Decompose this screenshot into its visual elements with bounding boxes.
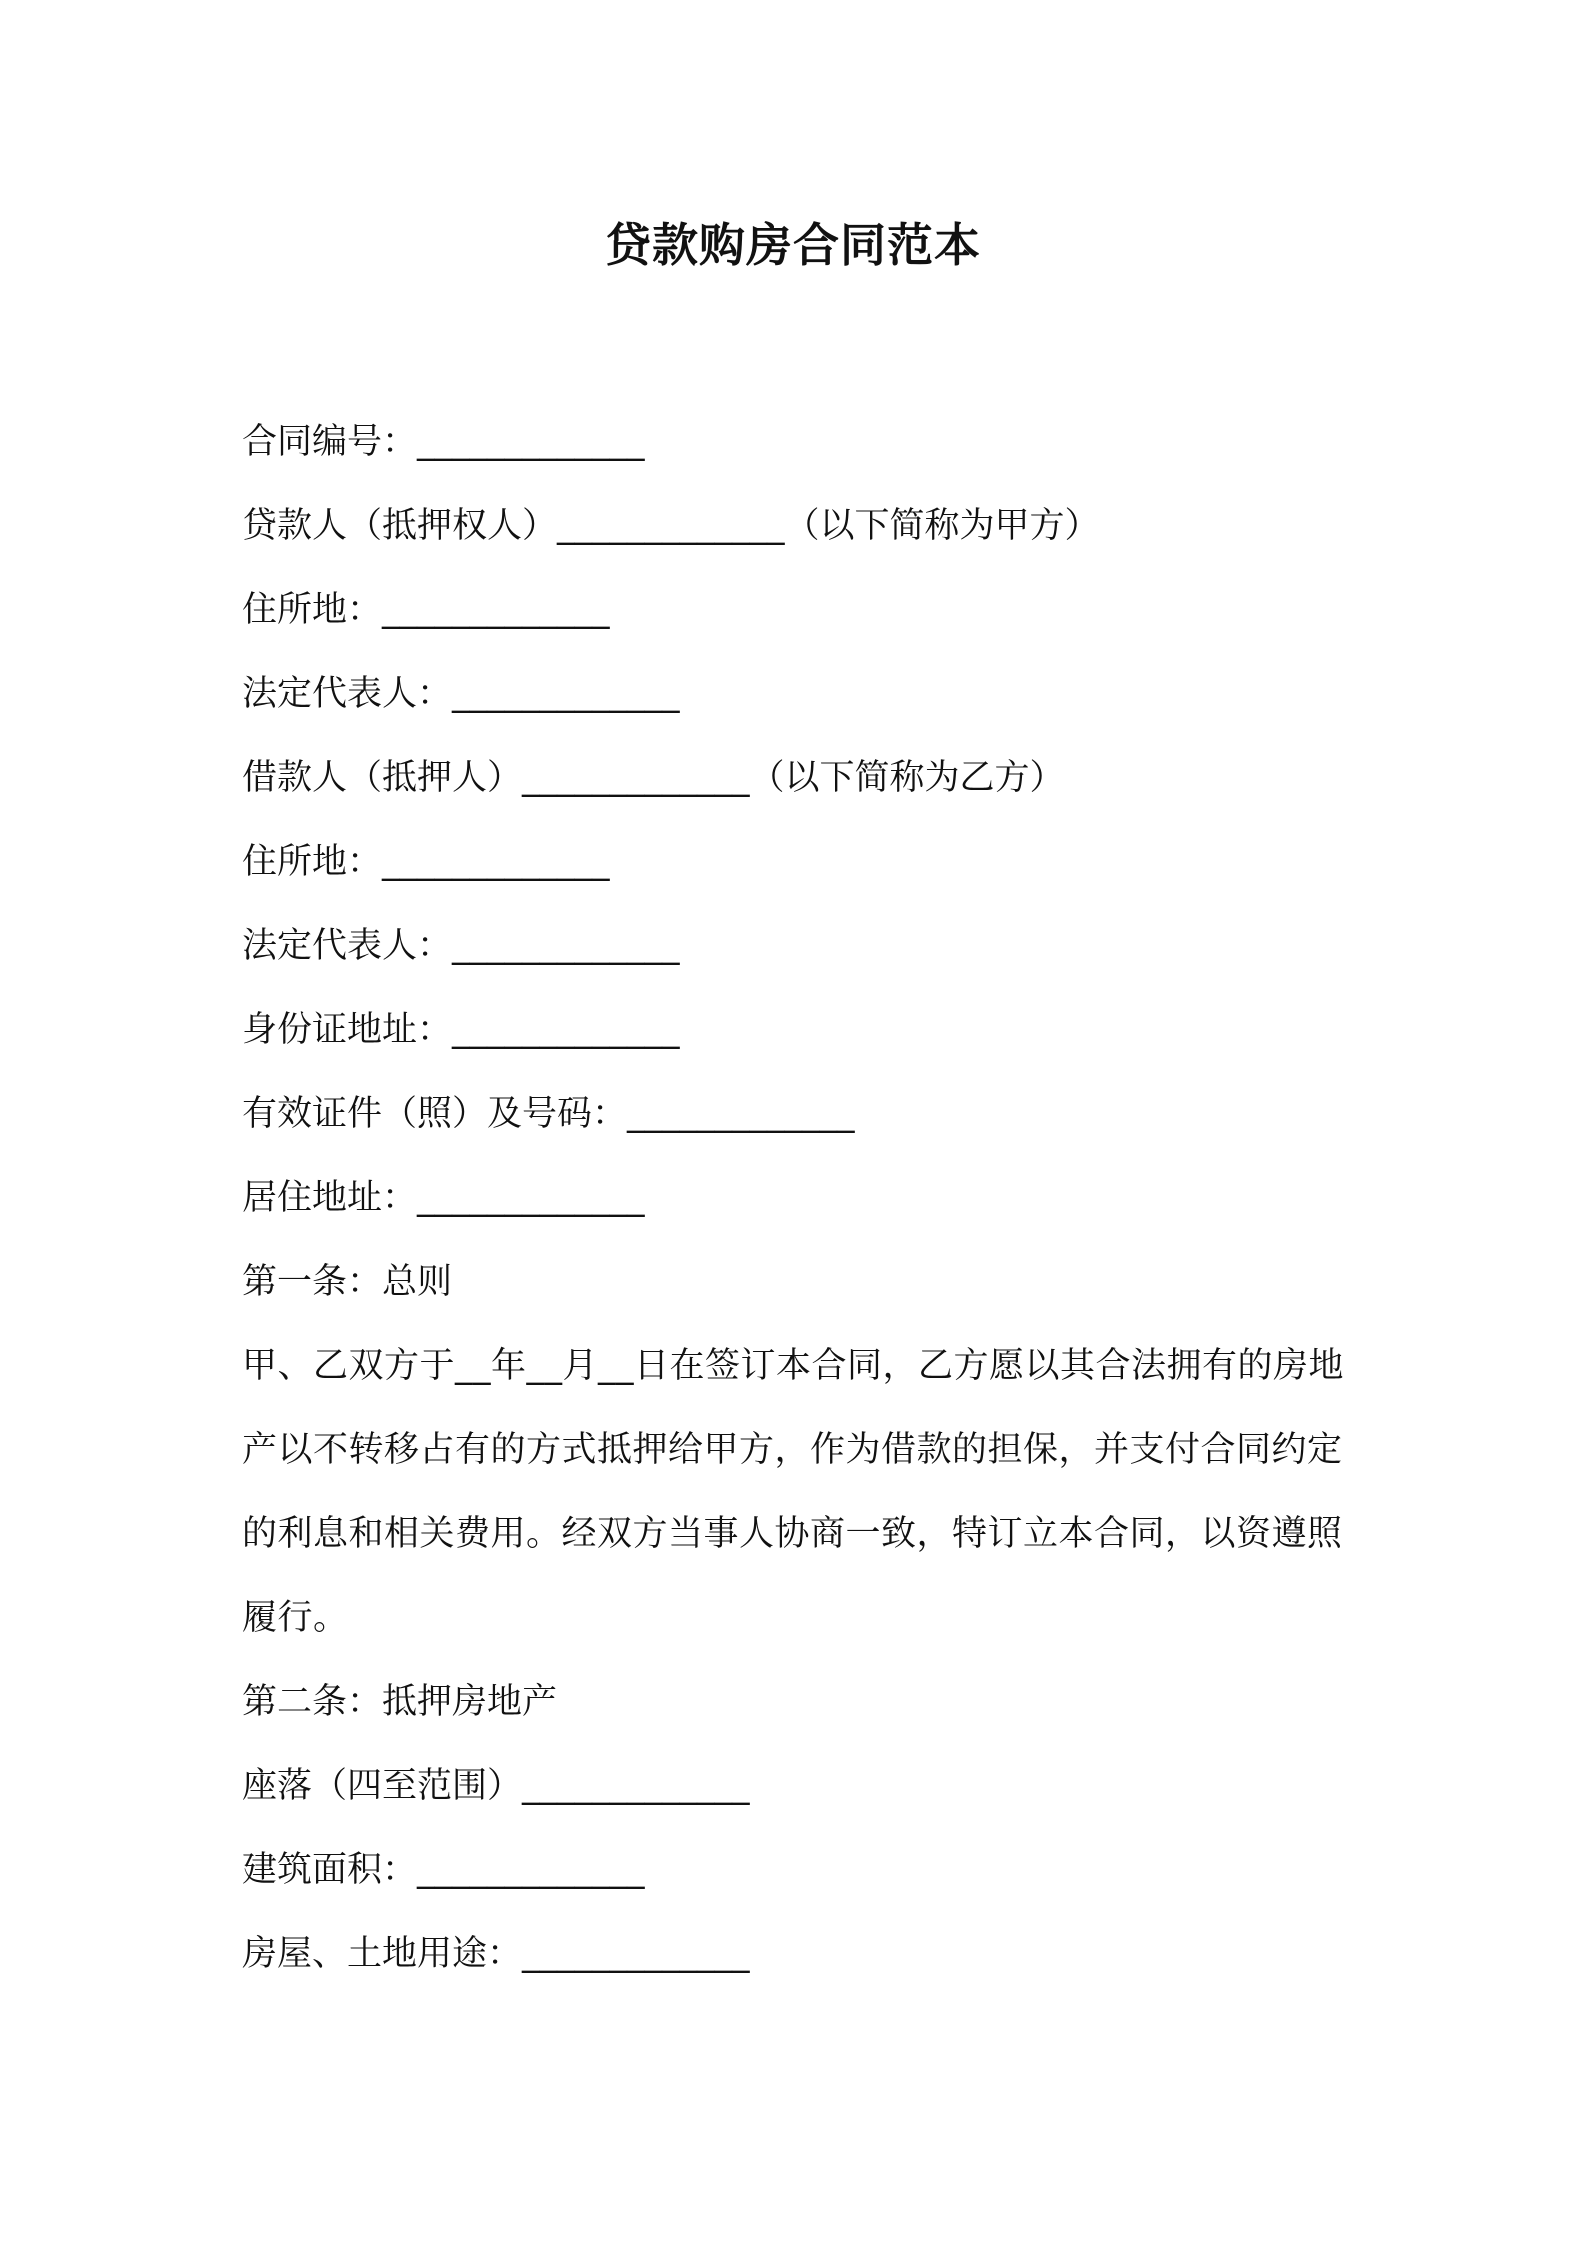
lender-address-line: 住所地：_____________ bbox=[242, 590, 610, 630]
article-1-paragraph: 甲、乙双方于__年__月__日在签订本合同，乙方愿以其合法拥有的房地产以不转移占有的方式抵押给甲方，作为借款的担保，并支付合同约定的利息和相关费用。经双方当事人协商一致，特订立本合同，以资遵照履行。 bbox=[242, 1346, 1345, 1638]
residence-address-line: 居住地址：_____________ bbox=[242, 1178, 645, 1218]
building-area-line: 建筑面积：_____________ bbox=[242, 1850, 645, 1890]
property-location-line: 座落（四至范围）_____________ bbox=[242, 1766, 750, 1806]
lender-line: 贷款人（抵押权人）_____________（以下简称为甲方） bbox=[242, 506, 1100, 546]
document-title: 贷款购房合同范本 bbox=[605, 218, 981, 272]
document-body bbox=[242, 400, 1362, 1996]
borrower-address-line: 住所地：_____________ bbox=[242, 842, 610, 882]
article-2-heading: 第二条：抵押房地产 bbox=[242, 1682, 558, 1722]
borrower-line: 借款人（抵押人）_____________（以下简称为乙方） bbox=[242, 758, 1065, 798]
lender-legal-rep-line: 法定代表人：_____________ bbox=[242, 674, 680, 714]
property-use-line: 房屋、土地用途：_____________ bbox=[242, 1934, 750, 1974]
borrower-legal-rep-line: 法定代表人：_____________ bbox=[242, 926, 680, 966]
id-address-line: 身份证地址：_____________ bbox=[242, 1010, 680, 1050]
article-1-heading: 第一条：总则 bbox=[242, 1262, 453, 1302]
contract-number-line: 合同编号：_____________ bbox=[242, 422, 645, 462]
id-document-line: 有效证件（照）及号码：_____________ bbox=[242, 1094, 855, 1134]
